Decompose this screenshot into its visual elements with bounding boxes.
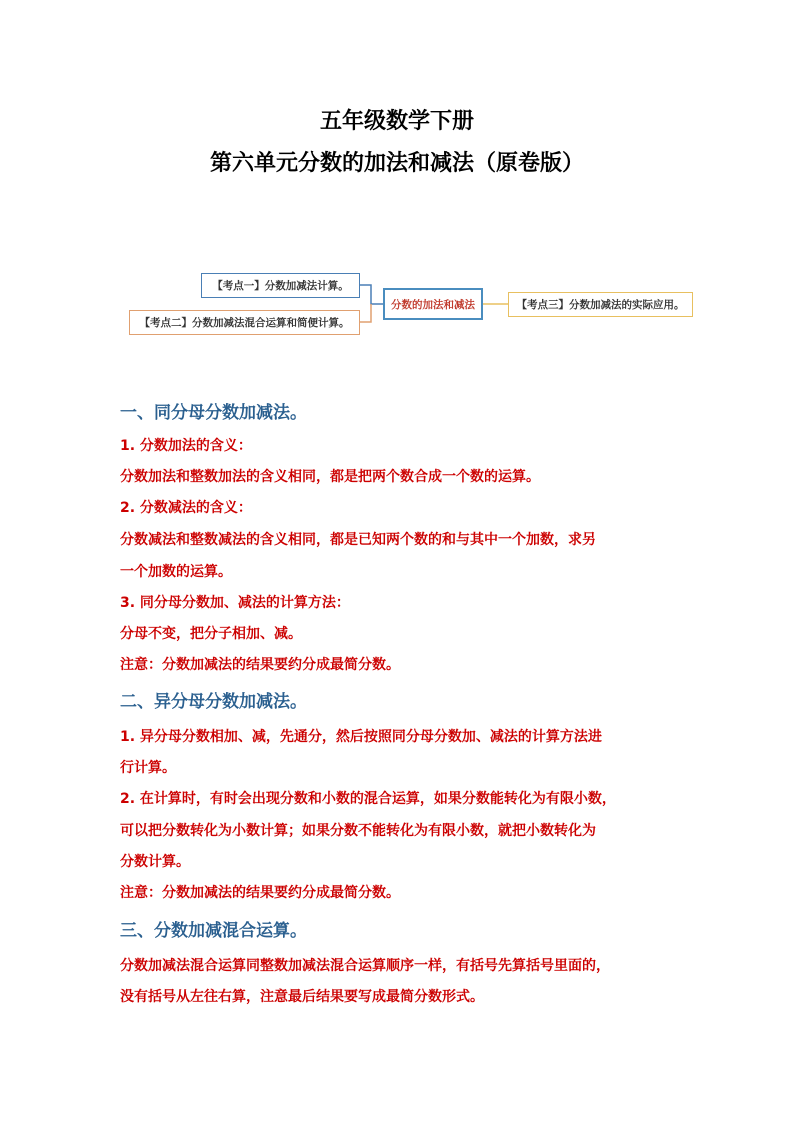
connector-k1	[360, 285, 383, 304]
section1-line: 分数减法和整数减法的含义相同，都是已知两个数的和与其中一个加数，求另	[120, 532, 596, 548]
section2-note: 注意：分数加减法的结果要约分成最简分数。	[120, 885, 400, 901]
section2-line: 分数计算。	[120, 854, 190, 870]
section1-line: 1. 分数加法的含义：	[120, 438, 252, 454]
mindmap-node-k1: 【考点一】分数加减法计算。	[201, 273, 360, 298]
section2-line: 行计算。	[120, 760, 176, 776]
section2-line: 可以把分数转化为小数计算；如果分数不能转化为有限小数，就把小数转化为	[120, 823, 596, 839]
mindmap-node-k2: 【考点二】分数加减法混合运算和简便计算。	[129, 310, 360, 335]
mindmap-node-k3: 【考点三】分数加减法的实际应用。	[508, 292, 693, 317]
connector-k2	[360, 304, 371, 322]
section1-line: 3. 同分母分数加、减法的计算方法：	[120, 595, 350, 611]
page-title: 五年级数学下册	[319, 109, 474, 134]
section3-heading: 三、分数加减混合运算。	[120, 921, 307, 941]
page-subtitle: 第六单元分数的加法和减法（原卷版）	[209, 151, 584, 176]
section1-line: 分数加法和整数加法的含义相同，都是把两个数合成一个数的运算。	[120, 469, 540, 485]
section3-line: 分数加减法混合运算同整数加减法混合运算顺序一样，有括号先算括号里面的，	[120, 958, 610, 974]
section1-line: 一个加数的运算。	[120, 564, 232, 580]
section2-line: 1. 异分母分数相加、减，先通分，然后按照同分母分数加、减法的计算方法进	[120, 729, 602, 745]
section1-note: 注意：分数加减法的结果要约分成最简分数。	[120, 657, 400, 673]
section2-heading: 二、异分母分数加减法。	[120, 692, 307, 712]
section1-heading: 一、同分母分数加减法。	[120, 403, 307, 423]
section3-line: 没有括号从左往右算，注意最后结果要写成最简分数形式。	[120, 989, 484, 1005]
section2-line: 2. 在计算时，有时会出现分数和小数的混合运算，如果分数能转化为有限小数，	[120, 791, 616, 807]
section1-line: 2. 分数减法的含义：	[120, 500, 252, 516]
mindmap-center-node: 分数的加法和减法	[383, 288, 483, 320]
section1-line: 分母不变，把分子相加、减。	[120, 626, 302, 642]
